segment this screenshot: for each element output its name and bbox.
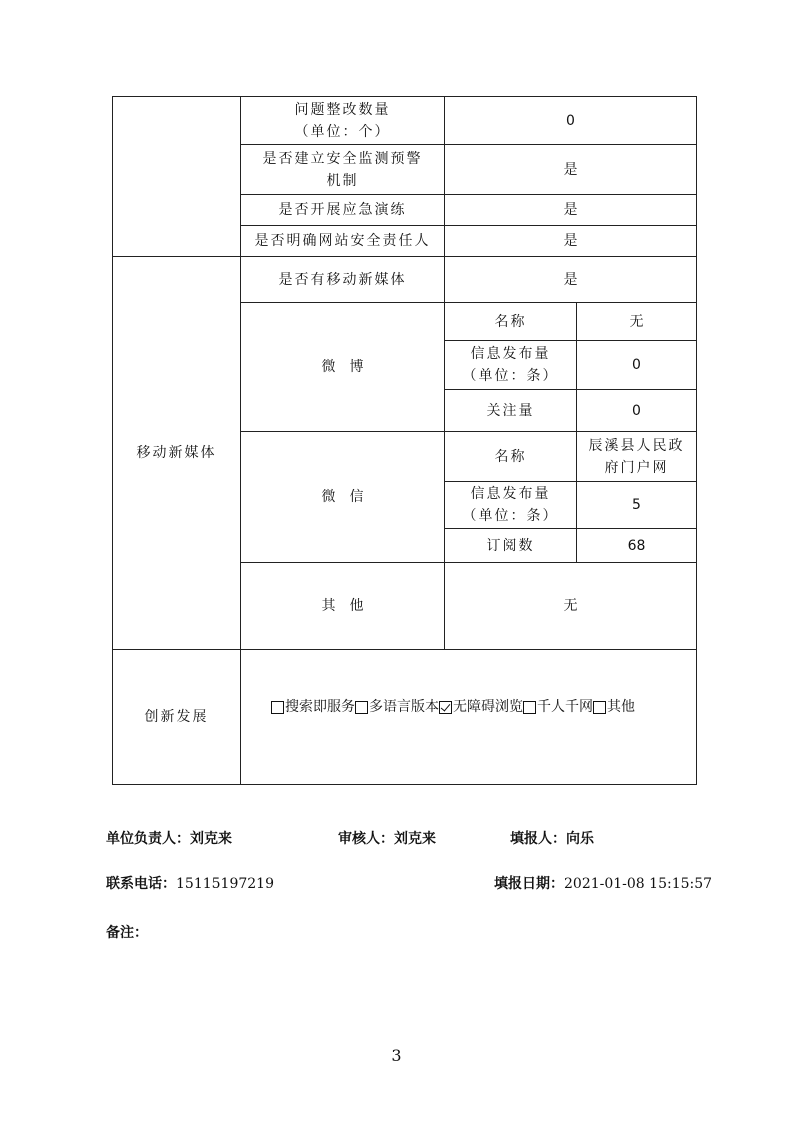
option-multilingual-label: 多语言版本 bbox=[369, 699, 439, 715]
unit-head bbox=[106, 828, 232, 848]
wechat-sub-value: 68 bbox=[577, 529, 697, 563]
innovation-label: 创新发展 bbox=[113, 650, 241, 785]
section-cell-empty bbox=[113, 97, 241, 257]
reviewer-label: 审核人： bbox=[338, 831, 394, 847]
phone bbox=[106, 873, 274, 893]
fill-date bbox=[494, 873, 712, 893]
emergency-drill-value: 是 bbox=[445, 195, 697, 226]
page-number: 3 bbox=[391, 1046, 402, 1065]
option-search-service-label: 搜索即服务 bbox=[285, 699, 355, 715]
phone-value: 15115197219 bbox=[176, 876, 274, 892]
weibo-title: 微 博 bbox=[241, 303, 445, 432]
option-other-label: 其他 bbox=[607, 699, 635, 715]
issue-count-value: 0 bbox=[445, 97, 697, 145]
wechat-posts-label-line1: 信息发布量 bbox=[470, 486, 551, 502]
option-personalized[interactable] bbox=[523, 696, 593, 718]
monitor-warning-label-line2: 机制 bbox=[326, 172, 359, 189]
checkbox-other[interactable] bbox=[593, 701, 606, 714]
option-multilingual[interactable] bbox=[355, 696, 439, 718]
wechat-posts-label bbox=[445, 482, 577, 529]
innovation-option-list bbox=[271, 696, 692, 721]
innovation-options bbox=[241, 650, 697, 785]
wechat-posts-value: 5 bbox=[577, 482, 697, 529]
report-table bbox=[112, 96, 697, 785]
fill-date-label: 填报日期： bbox=[494, 876, 564, 892]
fill-date-value: 2021-01-08 15:15:57 bbox=[564, 876, 713, 892]
phone-label: 联系电话： bbox=[106, 876, 176, 892]
issue-count-label bbox=[241, 97, 445, 145]
reviewer-value: 刘克来 bbox=[394, 831, 436, 847]
option-accessibility-label: 无障碍浏览 bbox=[453, 699, 523, 715]
weibo-posts-value: 0 bbox=[577, 341, 697, 390]
other-value: 无 bbox=[445, 563, 697, 650]
filler-value: 向乐 bbox=[566, 831, 594, 847]
wechat-name-value bbox=[577, 432, 697, 482]
filler bbox=[510, 828, 594, 848]
monitor-warning-label bbox=[241, 145, 445, 195]
other-title: 其 他 bbox=[241, 563, 445, 650]
checkbox-accessibility[interactable] bbox=[439, 701, 452, 714]
monitor-warning-label-line1: 是否建立安全监测预警 bbox=[262, 150, 423, 167]
remark: 备注： bbox=[106, 925, 148, 941]
wechat-name-label: 名称 bbox=[445, 432, 577, 482]
emergency-drill-label: 是否开展应急演练 bbox=[241, 195, 445, 226]
checkbox-personalized[interactable] bbox=[523, 701, 536, 714]
option-other[interactable] bbox=[593, 696, 635, 718]
wechat-sub-label: 订阅数 bbox=[445, 529, 577, 563]
weibo-name-value: 无 bbox=[577, 303, 697, 341]
issue-count-label-line2: （单位：个） bbox=[294, 123, 391, 140]
reviewer bbox=[338, 828, 436, 848]
checkbox-multilingual[interactable] bbox=[355, 701, 368, 714]
unit-head-label: 单位负责人： bbox=[106, 831, 190, 847]
option-accessibility[interactable] bbox=[439, 696, 523, 718]
security-officer-label: 是否明确网站安全责任人 bbox=[241, 226, 445, 257]
mobile-media-has-value: 是 bbox=[445, 257, 697, 303]
weibo-posts-label-line1: 信息发布量 bbox=[470, 346, 551, 362]
mobile-media-section: 移动新媒体 bbox=[113, 257, 241, 650]
filler-label: 填报人： bbox=[510, 831, 566, 847]
weibo-name-label: 名称 bbox=[445, 303, 577, 341]
weibo-follow-value: 0 bbox=[577, 390, 697, 432]
checkbox-search-service[interactable] bbox=[271, 701, 284, 714]
option-search-service[interactable] bbox=[271, 696, 355, 718]
security-officer-value: 是 bbox=[445, 226, 697, 257]
weibo-posts-label-line2: （单位：条） bbox=[462, 368, 559, 384]
mobile-media-has-label: 是否有移动新媒体 bbox=[241, 257, 445, 303]
unit-head-value: 刘克来 bbox=[190, 831, 232, 847]
issue-count-label-line1: 问题整改数量 bbox=[294, 101, 391, 118]
monitor-warning-value: 是 bbox=[445, 145, 697, 195]
wechat-name-value-line2: 府门户网 bbox=[604, 459, 669, 476]
wechat-title: 微 信 bbox=[241, 432, 445, 563]
weibo-posts-label bbox=[445, 341, 577, 390]
weibo-follow-label: 关注量 bbox=[445, 390, 577, 432]
option-personalized-label: 千人千网 bbox=[537, 699, 593, 715]
wechat-name-value-line1: 辰溪县人民政 bbox=[588, 437, 685, 454]
wechat-posts-label-line2: （单位：条） bbox=[462, 508, 559, 524]
